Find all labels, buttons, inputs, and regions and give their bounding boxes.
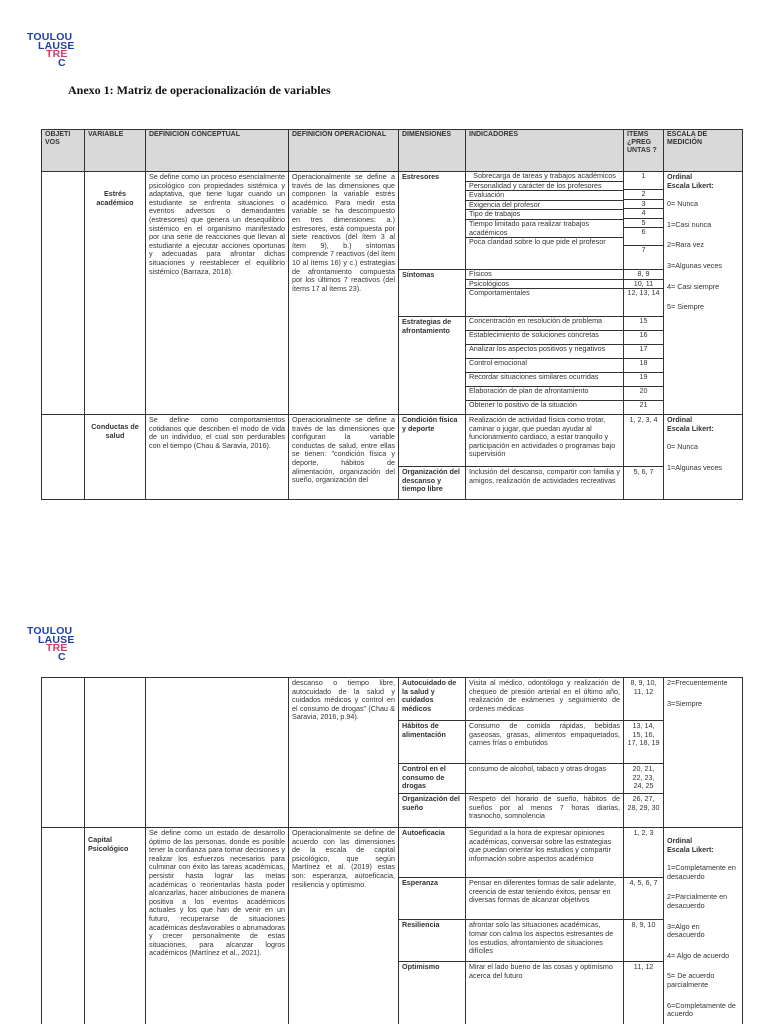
items-esperanza: 4, 5, 6, 7 [624, 878, 664, 920]
escala-line: 3=Siempre [667, 698, 702, 708]
page-title: Anexo 1: Matriz de operacionalización de variables [68, 83, 331, 97]
item: 4 [624, 209, 663, 219]
indicador: Elaboración de plan de afrontamiento [466, 387, 623, 401]
indicador: Sobrecarga de tareas y trabajos académicos [466, 172, 623, 182]
dimension-sintomas: Síntomas [399, 270, 466, 317]
items-condicion-fisica: 1, 2, 3, 4 [624, 415, 664, 467]
escala-line: 2=Rara vez [667, 240, 704, 250]
indicador: Concentración en resolución de problema [466, 317, 623, 331]
indicador: Físicos [466, 270, 623, 280]
items-autoeficacia: 1, 2, 3 [624, 828, 664, 878]
escala-line: Ordinal [667, 415, 693, 424]
indicador-esperanza: Pensar en diferentes formas de salir adelante, creencia de estar teniendo éxitos, pensar en diversas formas de alcanzar objetivos [466, 878, 624, 920]
indicador-organizacion-sueno: Respeto del horario de sueño, hábitos de sueños por al menos 7 horas diarias, trasnocho, somnolencia [466, 794, 624, 828]
def-operacional-conductas-cont: descanso o tiempo libre, autocuidado de la salud y cuidados médicos y control en el consumo de drogas" (Chau & Saravia, 2016, p.94). [289, 678, 399, 828]
escala-line: 4= Casi siempre [667, 281, 720, 291]
logo-line-1: TOULOU [27, 31, 73, 43]
variable-cell-continued [85, 678, 146, 828]
items-optimismo: 11, 12 [624, 962, 664, 1024]
items-resiliencia: 8, 9, 10 [624, 920, 664, 962]
escala-line: 1=Completamente en desacuerdo [667, 863, 736, 881]
escala-line: Ordinal [667, 172, 693, 181]
indicador: Psicológicos [466, 280, 623, 290]
header-def-operacional: DEFINICIÓN OPERACIONAL [289, 130, 399, 172]
escala-line: 0= Nunca [667, 442, 698, 452]
items-autocuidado: 8, 9, 10, 11, 12 [624, 678, 664, 721]
dimension-organizacion-sueno: Organización del sueño [399, 794, 466, 828]
indicador: Analizar los aspectos positivos y negativos [466, 345, 623, 359]
variable-conductas: Conductas de salud [85, 415, 146, 500]
dimension-control-drogas: Control en el consumo de drogas [399, 764, 466, 794]
item: 7 [641, 245, 646, 255]
variable-estres: Estrés académico [85, 172, 146, 415]
dimension-estrategias: Estrategias de afrontamiento [399, 317, 466, 415]
operationalization-matrix-page-1 [41, 129, 743, 500]
dimension-esperanza: Esperanza [399, 878, 466, 920]
items-sintomas [624, 270, 664, 317]
table-row [42, 828, 743, 878]
items-control-drogas: 20, 21, 22, 23, 24, 25 [624, 764, 664, 794]
item: 1 [624, 172, 663, 190]
escala-line: 5= Siempre [667, 302, 704, 312]
dimension-organizacion-descanso: Organización del descanso y tiempo libre [399, 467, 466, 500]
indicadores-estresores [466, 172, 624, 270]
indicador-optimismo: Mirar el lado bueno de las cosas y optimismo acerca del futuro [466, 962, 624, 1024]
header-def-conceptual: DEFINICIÓN CONCEPTUAL [146, 130, 289, 172]
escala-line: 4= Algo de acuerdo [667, 950, 730, 960]
operationalization-matrix-page-2 [41, 677, 743, 1024]
def-conceptual-conductas: Se define como comportamientos cotidianos que describen el modo de vida de un individuo, el cual son perdurables con el tiempo (Chau & Saravia, 2016). [146, 415, 289, 500]
logo-line-2: LAUSE [38, 39, 75, 52]
def-conceptual-capital: Se define como un estado de desarrollo óptimo de las personas, donde es posible tener la confianza para tomar decisiones y realizar los esfuerzos necesarios para culminar con éxito las tareas académicas, persistir hasta lograr las metas académicas o reorientarlas hasta poder alcanzarlas, hacer atribuciones de manera positiva a los eventos académicos actuales y los que han de venir en un futuro, recuperarse de situaciones académicas desfavorables o abrumadoras y crecer personalmente de estas situaciones, para alcanzar logros académicos (Martínez et al., 2021). [146, 828, 289, 1024]
indicador-condicion-fisica: Realización de actividad física como trotar, caminar o jugar, que puedan ayudar al funcionamiento cardiaco, a estar tranquilo y participación en actividades o programas bajo supervisión [466, 415, 624, 467]
indicador: Poca claridad sobre lo que pide el profesor [469, 237, 606, 247]
toulouse-lautrec-logo [27, 33, 87, 67]
item: 8, 9 [624, 270, 663, 280]
toulouse-lautrec-logo [27, 627, 87, 661]
escala-line: Escala Likert: [667, 844, 714, 854]
header-objetivos: OBJETI VOS [42, 130, 85, 172]
escala-conductas [664, 415, 743, 500]
indicador: Control emocional [466, 359, 623, 373]
dimension-autocuidado: Autocuidado de la salud y cuidados médicos [399, 678, 466, 721]
indicador: Tipo de trabajos [466, 210, 623, 220]
header-items: ÍTEMS ¿PREG UNTAS ? [624, 130, 664, 172]
indicador-habitos-alimentacion: Consumo de comida rápidas, bebidas gaseosas, grasas, alimentos empaquetados, carnes frías o embutidos [466, 721, 624, 764]
escala-capital [664, 828, 743, 1024]
item: 18 [624, 359, 663, 373]
escala-conductas-cont [664, 678, 743, 828]
escala-line: 3=Algo en desacuerdo [667, 921, 705, 940]
escala-line: 1=Casi nunca [667, 219, 712, 229]
item: 2 [624, 190, 663, 200]
header-variable: VARIABLE [85, 130, 146, 172]
dimension-estresores: Estresores [399, 172, 466, 270]
indicador: Tiempo limitado para realizar trabajos académicos [466, 220, 623, 238]
table-row [42, 172, 743, 270]
indicadores-estrategias [466, 317, 624, 415]
escala-line: Ordinal [667, 836, 693, 845]
item: 19 [624, 373, 663, 387]
indicadores-sintomas [466, 270, 624, 317]
item: 12, 13, 14 [627, 288, 660, 298]
indicador: Evaluación [466, 191, 623, 201]
header-row [42, 130, 743, 172]
escala-line: 0= Nunca [667, 199, 698, 209]
items-organizacion-sueno: 26, 27, 28, 29, 30 [624, 794, 664, 828]
indicador: Comportamentales [469, 288, 530, 298]
item: 21 [639, 400, 648, 409]
header-dimensiones: DIMENSIONES [399, 130, 466, 172]
item: 20 [624, 387, 663, 401]
item: 10, 11 [624, 280, 663, 290]
escala-line: 3=Algunas veces [667, 260, 722, 270]
escala-line: Escala Likert: [667, 423, 714, 433]
dimension-autoeficacia: Autoeficacia [399, 828, 466, 878]
def-operacional-conductas: Operacionalmente se define a través de las dimensiones que configuran la variable conductas de salud, entre ellas se tienen: "condición física y deporte, hábitos de alimentación, organización del sueño, organización del [289, 415, 399, 500]
header-escala: ESCALA DE MEDICIÓN [664, 130, 743, 172]
indicador-control-drogas: consumo de alcohol, tabaco y otras drogas [466, 764, 624, 794]
indicador: Obtener lo positivo de la situación [469, 400, 577, 409]
header-indicadores: INDICADORES [466, 130, 624, 172]
objetivos-cell [42, 172, 85, 415]
items-estresores [624, 172, 664, 270]
dimension-habitos-alimentacion: Hábitos de alimentación [399, 721, 466, 764]
def-operacional-capital: Operacionalmente se define de acuerdo con las dimensiones de la escala de capital psicológico, que según Martínez et al. (2019) estas son: esperanza, autoeficacia, resiliencia y optimismo. [289, 828, 399, 1024]
item: 17 [624, 345, 663, 359]
indicador-resiliencia: afrontar solo las situaciones académicas, tomar con calma los aspectos estresantes de los estudios, afrontamiento de situaciones difíciles [466, 920, 624, 962]
objetivos-cell [42, 828, 85, 1024]
def-conceptual-estres: Se define como un proceso esencialmente psicológico con propiedades sistémica y adaptativa, que tiene lugar cuando un estudiante se enfrenta situaciones o eventos adversos o demandantes (estresores) que genera un desequilibrio sistémico en el organismo manifestado por una serie de reacciones que llevan al estudiante a ejecutar acciones oportunas y adecuadas para afrontar dichas situaciones y reestablecer el equilibrio sistémico (Barraza, 2018). [146, 172, 289, 415]
indicador: Recordar situaciones similares ocurridas [466, 373, 623, 387]
objetivos-cell [42, 678, 85, 828]
escala-line: 6=Completamente de acuerdo [667, 1000, 736, 1019]
items-estrategias [624, 317, 664, 415]
def-conceptual-continued [146, 678, 289, 828]
escala-line: 2=Frecuentemente [667, 678, 728, 687]
item: 16 [624, 331, 663, 345]
dimension-optimismo: Optimismo [399, 962, 466, 1024]
objetivos-cell [42, 415, 85, 500]
table-row [42, 415, 743, 467]
logo-line-4: C [58, 650, 66, 663]
escala-estres [664, 172, 743, 415]
item: 5 [624, 219, 663, 229]
indicador-organizacion-descanso: Inclusión del descanso, compartir con familia y amigos, realización de actividades recreativas [466, 467, 624, 500]
table-row [42, 678, 743, 721]
escala-line: 2=Parcialmente en desacuerdo [667, 892, 728, 910]
logo-line-3: TRE [46, 48, 68, 61]
escala-line: Escala Likert: [667, 180, 714, 190]
logo-line-4: C [58, 56, 66, 69]
indicador-autoeficacia: Seguridad a la hora de expresar opiniones académicas, conversar sobre las estrategias que puedan orientar los estudios y compartir información sobre aspectos académico [466, 828, 624, 878]
indicador-autocuidado: Visita al médico, odontólogo y realización de chequeo de presión arterial en el último año, realización de exámenes y seguimiento de ordenes médicas [466, 678, 624, 721]
item: 6 [624, 228, 663, 246]
item: 15 [624, 317, 663, 331]
logo-line-3: TRE [46, 642, 68, 655]
items-habitos-alimentacion: 13, 14, 15, 16, 17, 18, 19 [624, 721, 664, 764]
escala-line: 5= De acuerdo parcialmente [667, 971, 715, 989]
dimension-resiliencia: Resiliencia [399, 920, 466, 962]
items-organizacion-descanso: 5, 6, 7 [624, 467, 664, 500]
escala-line: 1=Algunas veces [667, 462, 722, 472]
indicador: Establecimiento de soluciones concretas [466, 331, 623, 345]
indicador: Personalidad y carácter de los profesores [466, 182, 623, 192]
item: 3 [624, 200, 663, 210]
def-operacional-estres: Operacionalmente se define a través de las dimensiones que componen la variable estrés académico. Para medir esta variable se ha descompuesto en tres dimensiones: a.) estresores, está compuesta por siete reactivos (del ítem 3 al ítem 9), b.) síntomas comprende 7 reactivos (del ítem 10 al ítems 16) y c.) estrategias de afrontamiento compuesta por los últimos 7 reactivos (del ítems 17 al ítems 23). [289, 172, 399, 415]
dimension-condicion-fisica: Condición física y deporte [399, 415, 466, 467]
logo-line-2: LAUSE [38, 633, 75, 646]
logo-line-1: TOULOU [27, 625, 73, 637]
indicador: Exigencia del profesor [466, 201, 623, 211]
variable-capital: Capital Psicológico [85, 828, 146, 1024]
